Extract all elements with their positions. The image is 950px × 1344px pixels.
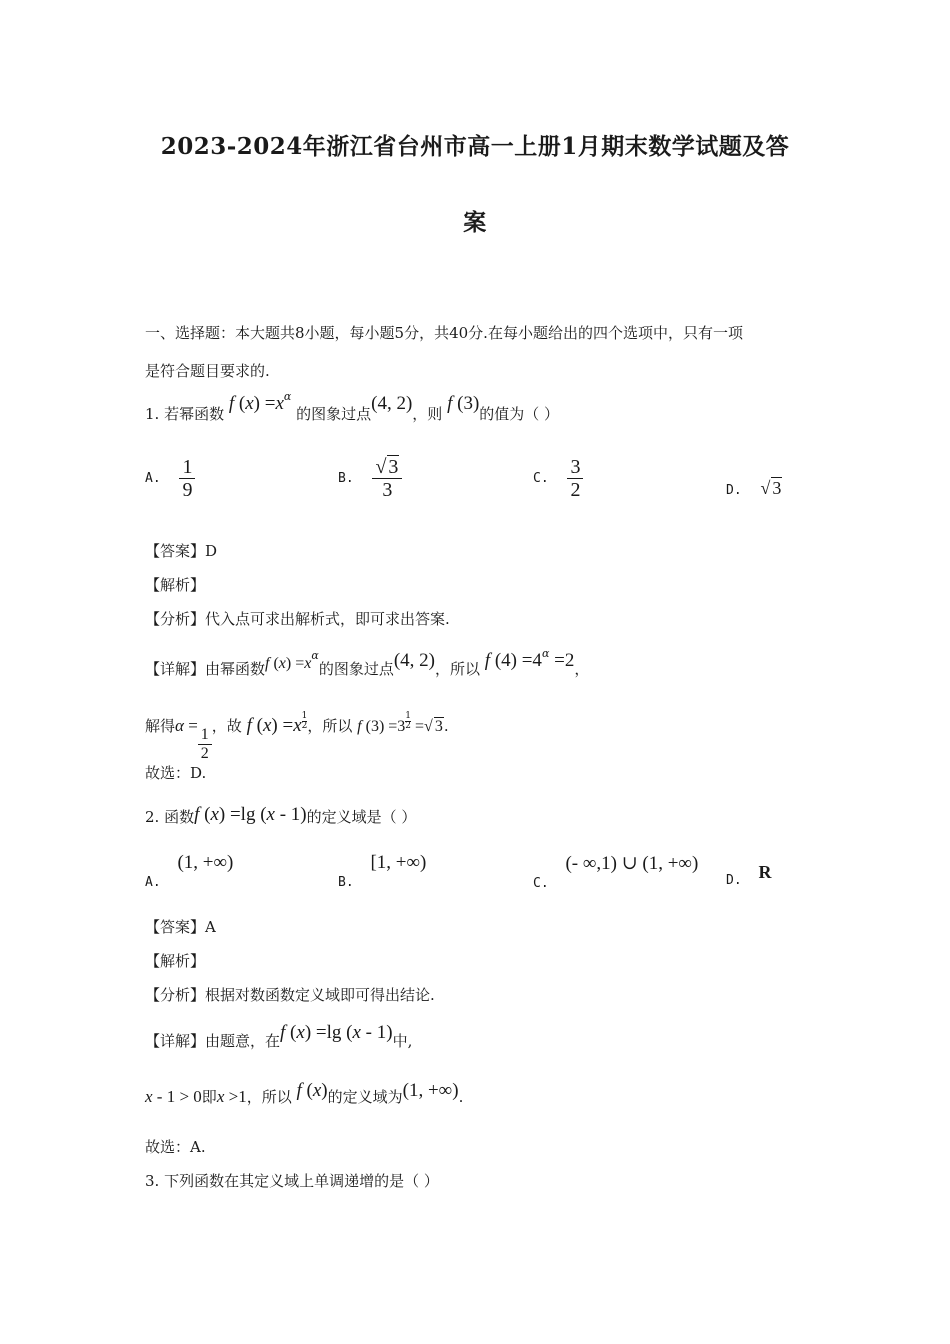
q2-condition-line	[145, 1080, 464, 1108]
q2-option-b	[338, 852, 427, 890]
doc-title-line1: 2023-2024年浙江省台州市高一上册1月期末数学试题及答	[160, 133, 790, 160]
q2-period: .	[458, 1088, 464, 1106]
q1-gu: ，故	[211, 717, 242, 735]
q1-fx-sqrt: f (x) =x $\frac{1}{2}$	[246, 711, 308, 736]
q1-xiangjie-formula: f $(x) =x^\alpha$	[265, 649, 319, 672]
q2-formula: f (x) =lg (x - 1)	[194, 804, 307, 825]
q2-xiangjie	[145, 1022, 413, 1052]
q1-xiangjie-mid2: ，所以	[434, 660, 480, 678]
q1-xiangjie: 【详解】由幂函数f $(x) =x^\alpha$的图象过点(4, 2)，所以 f $(4) =4^\alpha =2$，	[145, 647, 590, 678]
sqrt-3: √ 3	[760, 478, 782, 498]
q1-answer: 【答案】D	[145, 542, 218, 560]
q3-stem: 3. 下列函数在其定义域上单调递增的是（ ）	[145, 1172, 439, 1190]
q2-ineq1: x - 1 > 0	[145, 1087, 202, 1106]
fraction-1-2: $\frac{1}{2}$	[198, 726, 212, 762]
q2-option-a	[145, 852, 234, 890]
q1-option-d	[726, 478, 782, 499]
q1-guxuan: 故选：D.	[145, 764, 207, 782]
q2-fx: f (x)	[296, 1080, 328, 1101]
q1-jiede-line: 解得α = $\frac{1}{2}$ ，故 f (x) =x $\frac{1}{2}$ ，所以 f (3) =3 $\frac{1}{2}$ =√ 3.	[145, 711, 449, 762]
q2-prefix: 2. 函数	[145, 808, 195, 826]
q2-option-d	[726, 862, 772, 888]
q1-end: 的值为（ ）	[479, 405, 560, 423]
option-label: A.	[145, 471, 161, 486]
q2-end: 的定义域是（ ）	[306, 808, 417, 826]
q2-interval-answer: (1, +∞)	[402, 1080, 459, 1101]
q1-f3-result: f (3) =3 $\frac{1}{2}$ =√ 3	[357, 711, 443, 735]
q2-ineq2: x >1	[216, 1087, 247, 1106]
q1-option-b	[338, 456, 402, 501]
q1-suoyi: ，所以	[307, 717, 353, 735]
q2-jiexi: 【解析】	[145, 952, 206, 970]
q1-fenxi: 【分析】代入点可求出解析式，即可求出答案.	[145, 610, 450, 628]
q1-xiangjie-prefix: 【详解】由幂函数	[145, 660, 266, 678]
section-intro-line1: 一、选择题：本大题共8小题，每小题5分，共40分.在每小题给出的四个选项中，只有一项	[145, 324, 743, 342]
section-intro-line2: 是符合题目要求的.	[145, 362, 270, 380]
q2-xiangjie-end: 中,	[392, 1032, 413, 1050]
q2-guxuan: 故选：A.	[145, 1138, 206, 1156]
q2-stem	[145, 806, 416, 828]
interval-union: (- ∞,1) ∪ (1, +∞)	[565, 853, 699, 874]
q1-formula: f $(x) =x^\alpha$	[228, 390, 292, 414]
option-label: C.	[533, 471, 549, 486]
q1-jiexi: 【解析】	[145, 576, 206, 594]
q1-jiede: 解得	[145, 717, 176, 735]
q1-prefix: 1. 若幂函数	[145, 405, 225, 423]
option-label: B.	[338, 875, 354, 890]
q1-xiangjie-mid: 的图象过点	[318, 660, 394, 678]
fraction-sqrt3-3: $\frac{√ 3}{3}$	[372, 456, 402, 501]
option-label: D.	[726, 873, 742, 888]
interval-1-inf-open: (1, +∞)	[177, 852, 234, 873]
q2-xiangjie-prefix: 【详解】由题意，在	[145, 1032, 281, 1050]
q1-xiangjie-point: (4, 2)	[393, 650, 435, 671]
q2-dingyiyu: 的定义域为	[327, 1088, 403, 1106]
fraction-3-2: $\frac{3}{2}$	[567, 456, 583, 501]
q2-suoyi: ，所以	[246, 1088, 292, 1106]
alpha-symbol: α	[175, 716, 184, 735]
interval-1-inf-closed: [1, +∞)	[370, 852, 427, 873]
set-R: R	[758, 862, 772, 882]
option-label: C.	[533, 876, 549, 891]
q1-point: (4, 2)	[371, 393, 413, 414]
doc-title-line2: 案	[463, 209, 487, 236]
q1-option-a	[145, 456, 195, 501]
option-label: A.	[145, 875, 161, 890]
q2-xiangjie-formula: f (x) =lg (x - 1)	[280, 1022, 393, 1043]
q2-answer: 【答案】A	[145, 918, 216, 936]
q2-ji: 即	[201, 1088, 217, 1106]
q1-mid2: ，则	[412, 405, 443, 423]
q1-f3: f (3)	[447, 393, 480, 414]
q1-stem	[145, 390, 560, 425]
q1-xiangjie-eq: f $(4) =4^\alpha =2$	[484, 647, 575, 671]
q2-fenxi: 【分析】根据对数函数定义域即可得出结论.	[145, 986, 435, 1004]
q1-mid1: 的图象过点	[296, 405, 372, 423]
q2-option-c	[533, 852, 699, 891]
fraction-1-9: $\frac{1}{9}$	[179, 456, 195, 501]
option-label: D.	[726, 483, 742, 498]
option-label: B.	[338, 471, 354, 486]
q1-option-c	[533, 456, 583, 501]
